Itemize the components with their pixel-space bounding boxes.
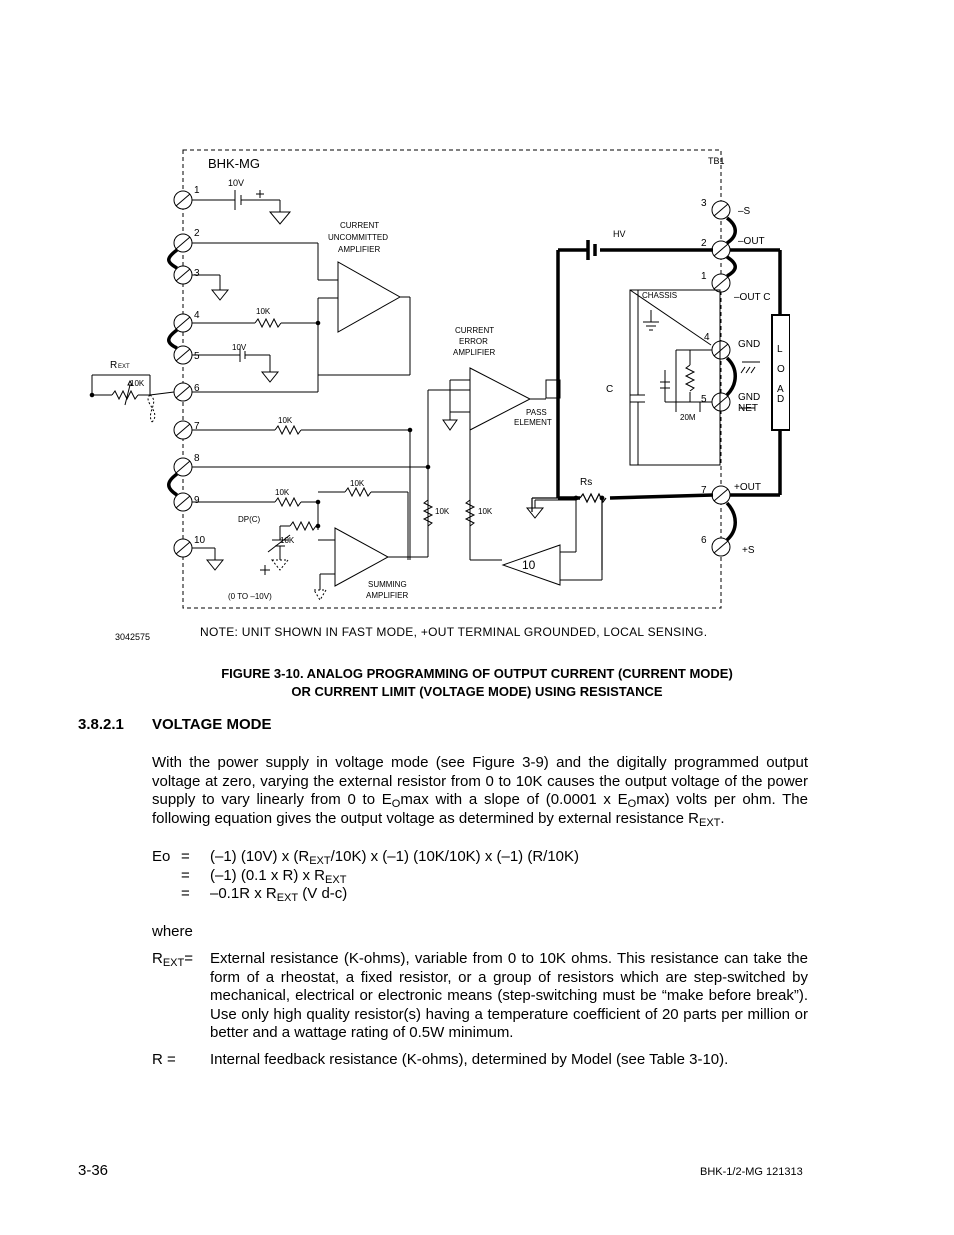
svg-text:8: 8 <box>194 453 200 464</box>
section-title: VOLTAGE MODE <box>152 716 272 733</box>
svg-text:UNCOMMITTED: UNCOMMITTED <box>328 233 388 242</box>
svg-text:O: O <box>777 364 785 375</box>
svg-text:NET: NET <box>738 403 758 414</box>
svg-text:–OUT: –OUT <box>738 236 765 247</box>
unit-enclosure <box>183 150 721 608</box>
schematic-figure <box>70 140 790 650</box>
svg-text:ERROR: ERROR <box>459 337 488 346</box>
svg-text:Rs: Rs <box>580 477 593 488</box>
svg-text:3: 3 <box>194 268 200 279</box>
section-number: 3.8.2.1 <box>78 716 124 733</box>
svg-text:HV: HV <box>613 229 626 239</box>
svg-text:1: 1 <box>194 185 200 196</box>
svg-text:10: 10 <box>522 558 536 572</box>
svg-text:R: R <box>110 360 118 371</box>
svg-text:4: 4 <box>704 332 710 343</box>
svg-text:10K: 10K <box>435 507 450 516</box>
svg-text:C: C <box>606 384 614 395</box>
equation-eq-1: = <box>181 848 190 865</box>
svg-text:TB1: TB1 <box>708 156 725 166</box>
svg-text:10V: 10V <box>228 178 245 188</box>
svg-text:6: 6 <box>701 535 707 546</box>
summing-amplifier <box>335 528 388 586</box>
current-uncommitted-amplifier <box>338 262 400 332</box>
equation-eq-3: = <box>181 885 190 902</box>
svg-text:ELEMENT: ELEMENT <box>514 418 552 427</box>
svg-text:GND: GND <box>738 339 761 350</box>
svg-text:PASS: PASS <box>526 408 547 417</box>
svg-text:5: 5 <box>194 351 200 362</box>
svg-text:3: 3 <box>701 198 707 209</box>
svg-text:10K: 10K <box>278 416 293 425</box>
svg-text:GND: GND <box>738 392 761 403</box>
svg-text:10K: 10K <box>350 479 365 488</box>
svg-text:7: 7 <box>194 421 200 432</box>
svg-text:EXT: EXT <box>118 364 130 370</box>
svg-text:+S: +S <box>742 545 755 556</box>
svg-text:L: L <box>777 344 783 355</box>
svg-text:10V: 10V <box>232 343 247 352</box>
svg-text:D: D <box>777 394 785 405</box>
svg-text:–OUT C: –OUT C <box>734 292 771 303</box>
rext-definition: External resistance (K-ohms), variable from 0 to 10K ohms. This resistance can take the form of a rheostat, a fixed resistor, or a group of resistors which are step-switched by mechanical, electrical or electronic means (step-switching must be “make before break”). Use only high quality resistor(s) having a temperature coefficient of 20 parts per million or better and a wattage rating of 0.5W minimum. <box>210 950 808 1042</box>
left-jumpers <box>169 250 177 495</box>
svg-text:10: 10 <box>194 535 206 546</box>
svg-text:10K: 10K <box>130 379 145 388</box>
svg-text:CURRENT: CURRENT <box>455 326 495 335</box>
svg-text:6: 6 <box>194 383 200 394</box>
svg-text:BHK-MG: BHK-MG <box>208 156 260 171</box>
equation-line-2: (–1) (0.1 x R) x $R_{EXT}$ <box>210 867 347 886</box>
svg-text:–S: –S <box>738 206 751 217</box>
svg-text:A: A <box>777 384 784 395</box>
left-terminal-block <box>174 191 192 557</box>
svg-text:+OUT: +OUT <box>734 482 761 493</box>
svg-text:10K: 10K <box>280 536 295 545</box>
svg-text:SUMMING: SUMMING <box>368 580 407 589</box>
svg-text:AMPLIFIER: AMPLIFIER <box>453 348 496 357</box>
equation-eq-2: = <box>181 867 190 884</box>
svg-text:5: 5 <box>701 394 707 405</box>
body-paragraph: With the power supply in voltage mode (see Figure 3-9) and the digitally programmed output voltage at zero, varying the external resistor from 0 to 10K causes the output voltage of the power supply to vary linearly from 0 to $E_O\max$ with a slope of (0.0001 x $E_O\max$) volts per ohm. The following equation gives the output voltage as determined by external resistance $R_{EXT}$. <box>152 754 808 829</box>
svg-text:9: 9 <box>194 495 200 506</box>
equation-lhs: Eo <box>152 848 171 865</box>
svg-text:1: 1 <box>701 271 707 282</box>
svg-text:DP(C): DP(C) <box>238 515 261 524</box>
page-number: 3-36 <box>78 1162 109 1179</box>
svg-text:20M: 20M <box>680 413 696 422</box>
svg-text:2: 2 <box>701 238 707 249</box>
equation-line-1: (–1) (10V) x $(R_{EXT}/10K)$ x (–1) (10K/10K) x (–1) (R/10K) <box>210 848 580 867</box>
svg-text:AMPLIFIER: AMPLIFIER <box>366 591 409 600</box>
svg-text:4: 4 <box>194 310 200 321</box>
svg-text:(0 TO –10V): (0 TO –10V) <box>228 592 272 601</box>
svg-text:10K: 10K <box>478 507 493 516</box>
r-term: R = <box>152 1051 176 1068</box>
svg-text:7: 7 <box>701 485 707 496</box>
svg-text:CURRENT: CURRENT <box>340 221 380 230</box>
figure-note: NOTE: UNIT SHOWN IN FAST MODE, +OUT TERMINAL GROUNDED, LOCAL SENSING. <box>200 625 708 639</box>
equation-line-3: –0.1R x $R_{EXT}$ (V d-c) <box>210 885 348 904</box>
document-id: BHK-1/2-MG 121313 <box>700 1166 803 1178</box>
drawing-number: 3042575 <box>115 632 151 642</box>
figure-caption-line1: FIGURE 3-10. ANALOG PROGRAMMING OF OUTPUT CURRENT (CURRENT MODE) <box>221 666 733 681</box>
figure-caption-line2: OR CURRENT LIMIT (VOLTAGE MODE) USING RESISTANCE <box>291 684 663 699</box>
svg-text:2: 2 <box>194 228 200 239</box>
rext-term: $R_{EXT}=$ <box>152 950 194 969</box>
svg-text:AMPLIFIER: AMPLIFIER <box>338 245 381 254</box>
where-label: where <box>152 923 193 940</box>
r-definition: Internal feedback resistance (K-ohms), determined by Model (see Table 3-10). <box>210 1051 729 1068</box>
svg-text:10K: 10K <box>256 307 271 316</box>
svg-text:CHASSIS: CHASSIS <box>642 291 678 300</box>
svg-text:10K: 10K <box>275 488 290 497</box>
